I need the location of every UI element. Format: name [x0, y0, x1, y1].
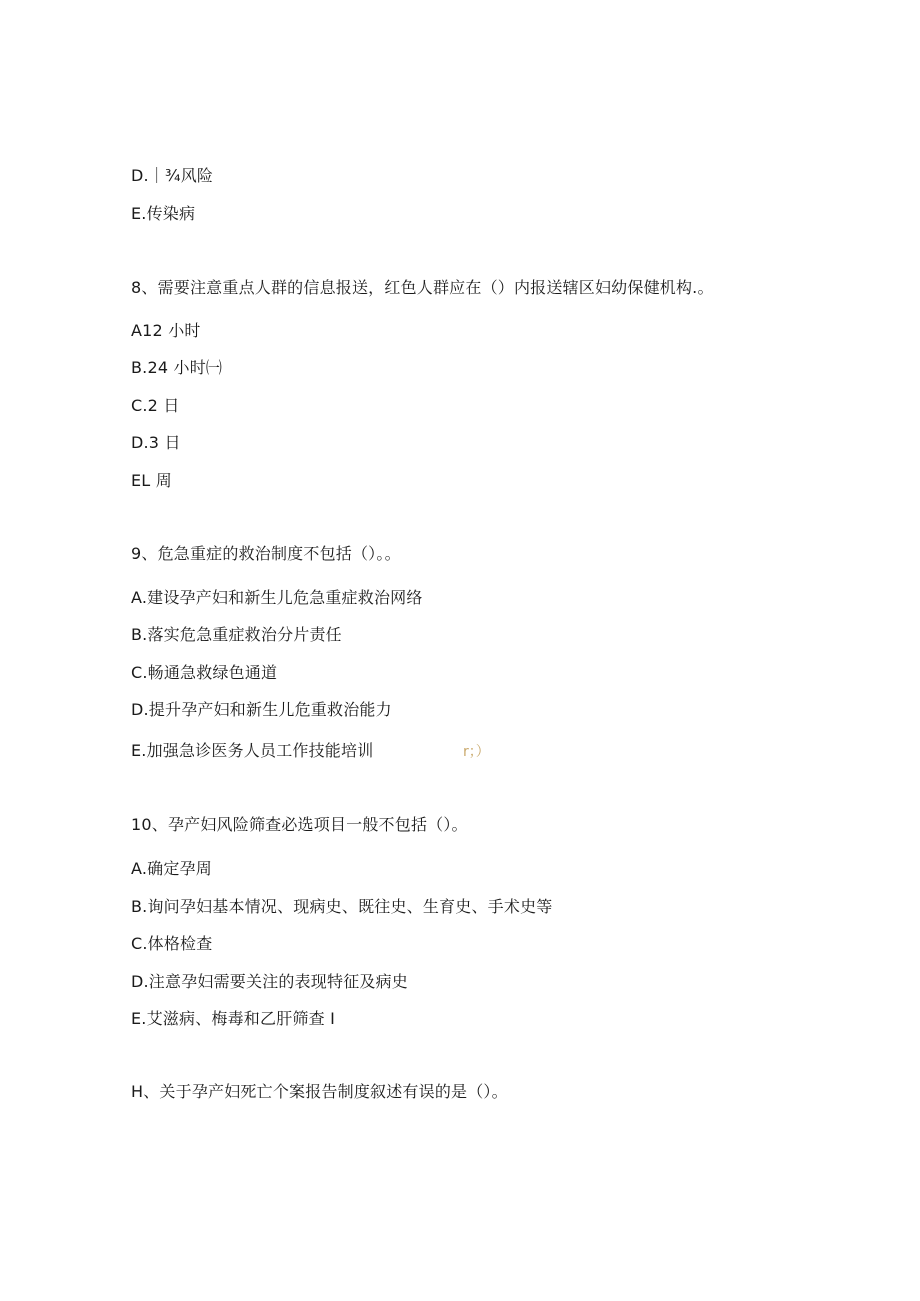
q7-option-d: D.｜¾风险 [131, 166, 214, 185]
q10-option-e: E.艾滋病、梅毒和乙肝筛查 I [131, 1009, 336, 1028]
q10-question: 10、孕产妇风险筛查必选项目一般不包括（）。 [131, 815, 468, 834]
q8-question: 8、需要注意重点人群的信息报送，红色人群应在（）内报送辖区妇幼保健机构.。 [131, 278, 714, 297]
stray-mark: r；） [463, 744, 490, 760]
q9-option-d: D.提升孕产妇和新生儿危重救治能力 [131, 700, 392, 719]
q9-option-c: C.畅通急救绿色通道 [131, 663, 278, 682]
q8-option-b: B.24 小时㈠ [131, 358, 223, 377]
q10-option-d: D.注意孕妇需要关注的表现特征及病史 [131, 972, 409, 991]
q8-option-a: A12 小时 [131, 321, 201, 340]
q10-option-b: B.询问孕妇基本情况、现病史、既往史、生育史、手术史等 [131, 897, 553, 916]
q9-option-a: A.建设孕产妇和新生儿危急重症救治网络 [131, 588, 423, 607]
q8-option-c: C.2 日 [131, 396, 180, 415]
q7-option-e: E.传染病 [131, 204, 196, 223]
q9-option-b: B.落实危急重症救治分片责任 [131, 625, 342, 644]
q9-option-e: E.加强急诊医务人员工作技能培训 [131, 741, 374, 760]
q10-option-c: C.体格检查 [131, 934, 213, 953]
q9-question: 9、危急重症的救治制度不包括（）。。 [131, 544, 401, 563]
q8-option-d: D.3 日 [131, 433, 181, 452]
q11-question: H、关于孕产妇死亡个案报告制度叙述有误的是（）。 [131, 1082, 508, 1101]
q8-option-e: EL 周 [131, 471, 172, 490]
q10-option-a: A.确定孕周 [131, 859, 212, 878]
